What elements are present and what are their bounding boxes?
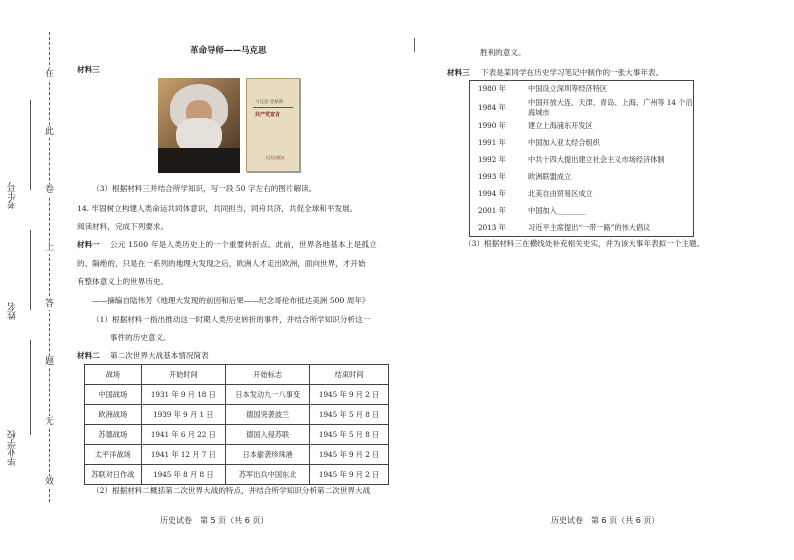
question-2-continued: 胜利的意义。 [480, 48, 526, 57]
event-year: 2013 年 [478, 222, 506, 232]
school-field[interactable] [30, 340, 31, 435]
table-cell: 1945 年 8 月 8 日 [141, 465, 226, 485]
binding-char: 题 [44, 357, 54, 367]
table-row [85, 465, 389, 485]
candidate-number-label: 考生号 [8, 182, 18, 209]
table-header-cell: 开始标志 [226, 365, 310, 385]
event-text: 欧洲联盟成立 [528, 172, 572, 181]
name-field[interactable] [30, 230, 31, 310]
table-header-row [85, 365, 389, 385]
page-title: 革命导师——马克思 [190, 46, 267, 56]
event-text: 建立上海浦东开发区 [528, 121, 593, 131]
question-14-stem: 14. 牢固树立构建人类命运共同体意识，共同担当，同舟共济，共促全球和平发展。 [77, 204, 358, 213]
table-row [470, 152, 694, 169]
table-cell: 1945 年 9 月 2 日 [310, 445, 389, 465]
event-text: 中国开放大连、天津、青岛、上海、广州等 14 个沿海城市 [528, 97, 693, 117]
table-cell: 1945 年 5 月 8 日 [310, 425, 389, 445]
marx-portrait-image [158, 78, 240, 173]
event-text: 中国设立深圳等经济特区 [528, 84, 608, 94]
table-cell: 1945 年 9 月 2 日 [310, 465, 389, 485]
table-cell: 苏军出兵中国东北 [226, 465, 310, 485]
table-row [85, 425, 389, 445]
table-cell: 1945 年 9 月 2 日 [310, 385, 389, 405]
material3-intro: 下表是某同学在历史学习笔记中制作的一张大事年表。 [481, 68, 664, 77]
table-cell: 1941 年 6 月 22 日 [141, 425, 226, 445]
material1-label: 材料一 [77, 240, 100, 249]
binding-char: 卷 [44, 185, 54, 195]
material1-line: 公元 1500 年是人类历史上的一个重要转折点。此前，世界各地基本上是孤立 [110, 240, 377, 249]
page-footer-left: 历史试卷 第 5 页（共 6 页） [160, 516, 269, 525]
binding-char: 无 [44, 417, 54, 427]
binding-dashed-line [49, 32, 50, 502]
communist-manifesto-cover-image [246, 78, 300, 172]
book-title: 共产党宣言 [255, 112, 281, 118]
event-year: 1980 年 [478, 84, 506, 94]
event-text: 中共十四大提出建立社会主义市场经济体制 [528, 155, 665, 165]
school-label: 毕业学校 [8, 430, 18, 466]
question-14-instruction: 阅读材料，完成下列要求。 [77, 222, 169, 231]
table-row [85, 405, 389, 425]
table-cell: 1931 年 9 月 18 日 [141, 385, 226, 405]
material1-source: ——摘编自陆伟芳《地理大发现的前因和后果——纪念哥伦布抵达美洲 500 周年》 [92, 296, 370, 305]
table-row [470, 98, 694, 118]
table-cell: 苏德战场 [85, 425, 142, 445]
material1-line: 有整体意义上的世界历史。 [77, 277, 169, 286]
event-text-blank[interactable]: 中国加入________ [528, 205, 586, 215]
table-row [470, 118, 694, 135]
table-row [470, 81, 694, 98]
event-year: 1984 年 [478, 102, 506, 112]
event-year: 1994 年 [478, 188, 506, 198]
event-year: 1993 年 [478, 172, 506, 181]
table-row [470, 169, 694, 186]
book-authors: 马克思 恩格斯 [255, 100, 284, 105]
page-divider [414, 38, 415, 52]
table-row [470, 185, 694, 202]
material2-caption: 第二次世界大战基本情况简表 [110, 351, 209, 360]
material3-heading: 材料三 [77, 65, 100, 74]
event-year: 1992 年 [478, 155, 506, 165]
binding-char: 效 [44, 477, 54, 487]
binding-char: 答 [44, 299, 54, 309]
table-header-cell: 开始时间 [141, 365, 226, 385]
candidate-number-field[interactable] [30, 100, 31, 190]
table-cell: 欧洲战场 [85, 405, 142, 425]
page-footer-right: 历史试卷 第 6 页（共 6 页） [551, 516, 660, 525]
question-1-line: （1）根据材料一指出推动这一时期人类历史转折的事件，并结合所学知识分析这一 [92, 315, 371, 324]
wwii-table [84, 364, 389, 485]
book-publisher: 人民出版社 [265, 155, 285, 160]
material3-label-right: 材料三 [447, 68, 470, 77]
table-row [470, 202, 694, 219]
table-cell: 1945 年 5 月 8 日 [310, 405, 389, 425]
event-text: 北美自由贸易区成立 [528, 188, 593, 198]
events-timeline-table [469, 80, 694, 237]
binding-char: 此 [44, 127, 54, 137]
table-cell: 1939 年 9 月 1 日 [141, 405, 226, 425]
table-row [85, 445, 389, 465]
table-header-cell: 战场 [85, 365, 142, 385]
table-row [470, 135, 694, 152]
event-text: 习近平主席提出“一带一路”的伟大倡议 [528, 222, 651, 232]
table-cell: 德国突袭波兰 [226, 405, 310, 425]
event-year: 1990 年 [478, 121, 506, 131]
table-row [470, 219, 694, 236]
material2-label: 材料二 [77, 351, 100, 360]
name-label: 姓名 [8, 302, 18, 320]
table-cell: 日本发动九一八事变 [226, 385, 310, 405]
question-3-left: （3）根据材料三并结合所学知识，写一段 50 字左右的图片解读。 [92, 184, 317, 193]
event-year: 2001 年 [478, 205, 506, 215]
table-row [85, 385, 389, 405]
table-cell: 德国入侵苏联 [226, 425, 310, 445]
question-3-right: （3）根据材料三在横线处补充相关史实，并为该大事年表拟一个主题。 [464, 239, 705, 248]
question-2-line: （2）根据材料二概括第二次世界大战的特点，并结合所学知识分析第二次世界大战 [92, 486, 371, 495]
event-text: 中国加入亚太经合组织 [528, 138, 600, 148]
question-1-line: 事件的历史意义。 [110, 333, 171, 342]
event-year: 1991 年 [478, 138, 506, 148]
binding-char: 在 [44, 69, 54, 79]
table-cell: 太平洋战场 [85, 445, 142, 465]
table-cell: 日本偷袭珍珠港 [226, 445, 310, 465]
binding-char: 上 [44, 243, 54, 253]
table-cell: 中国战场 [85, 385, 142, 405]
table-header-cell: 结束时间 [310, 365, 389, 385]
table-cell: 1941 年 12 月 7 日 [141, 445, 226, 465]
material1-line: 的、隔绝的，只是在一系列的地理大发现之后，欧洲人才走出欧洲，面向世界，才开始 [77, 259, 366, 268]
table-cell: 苏联对日作战 [85, 465, 142, 485]
